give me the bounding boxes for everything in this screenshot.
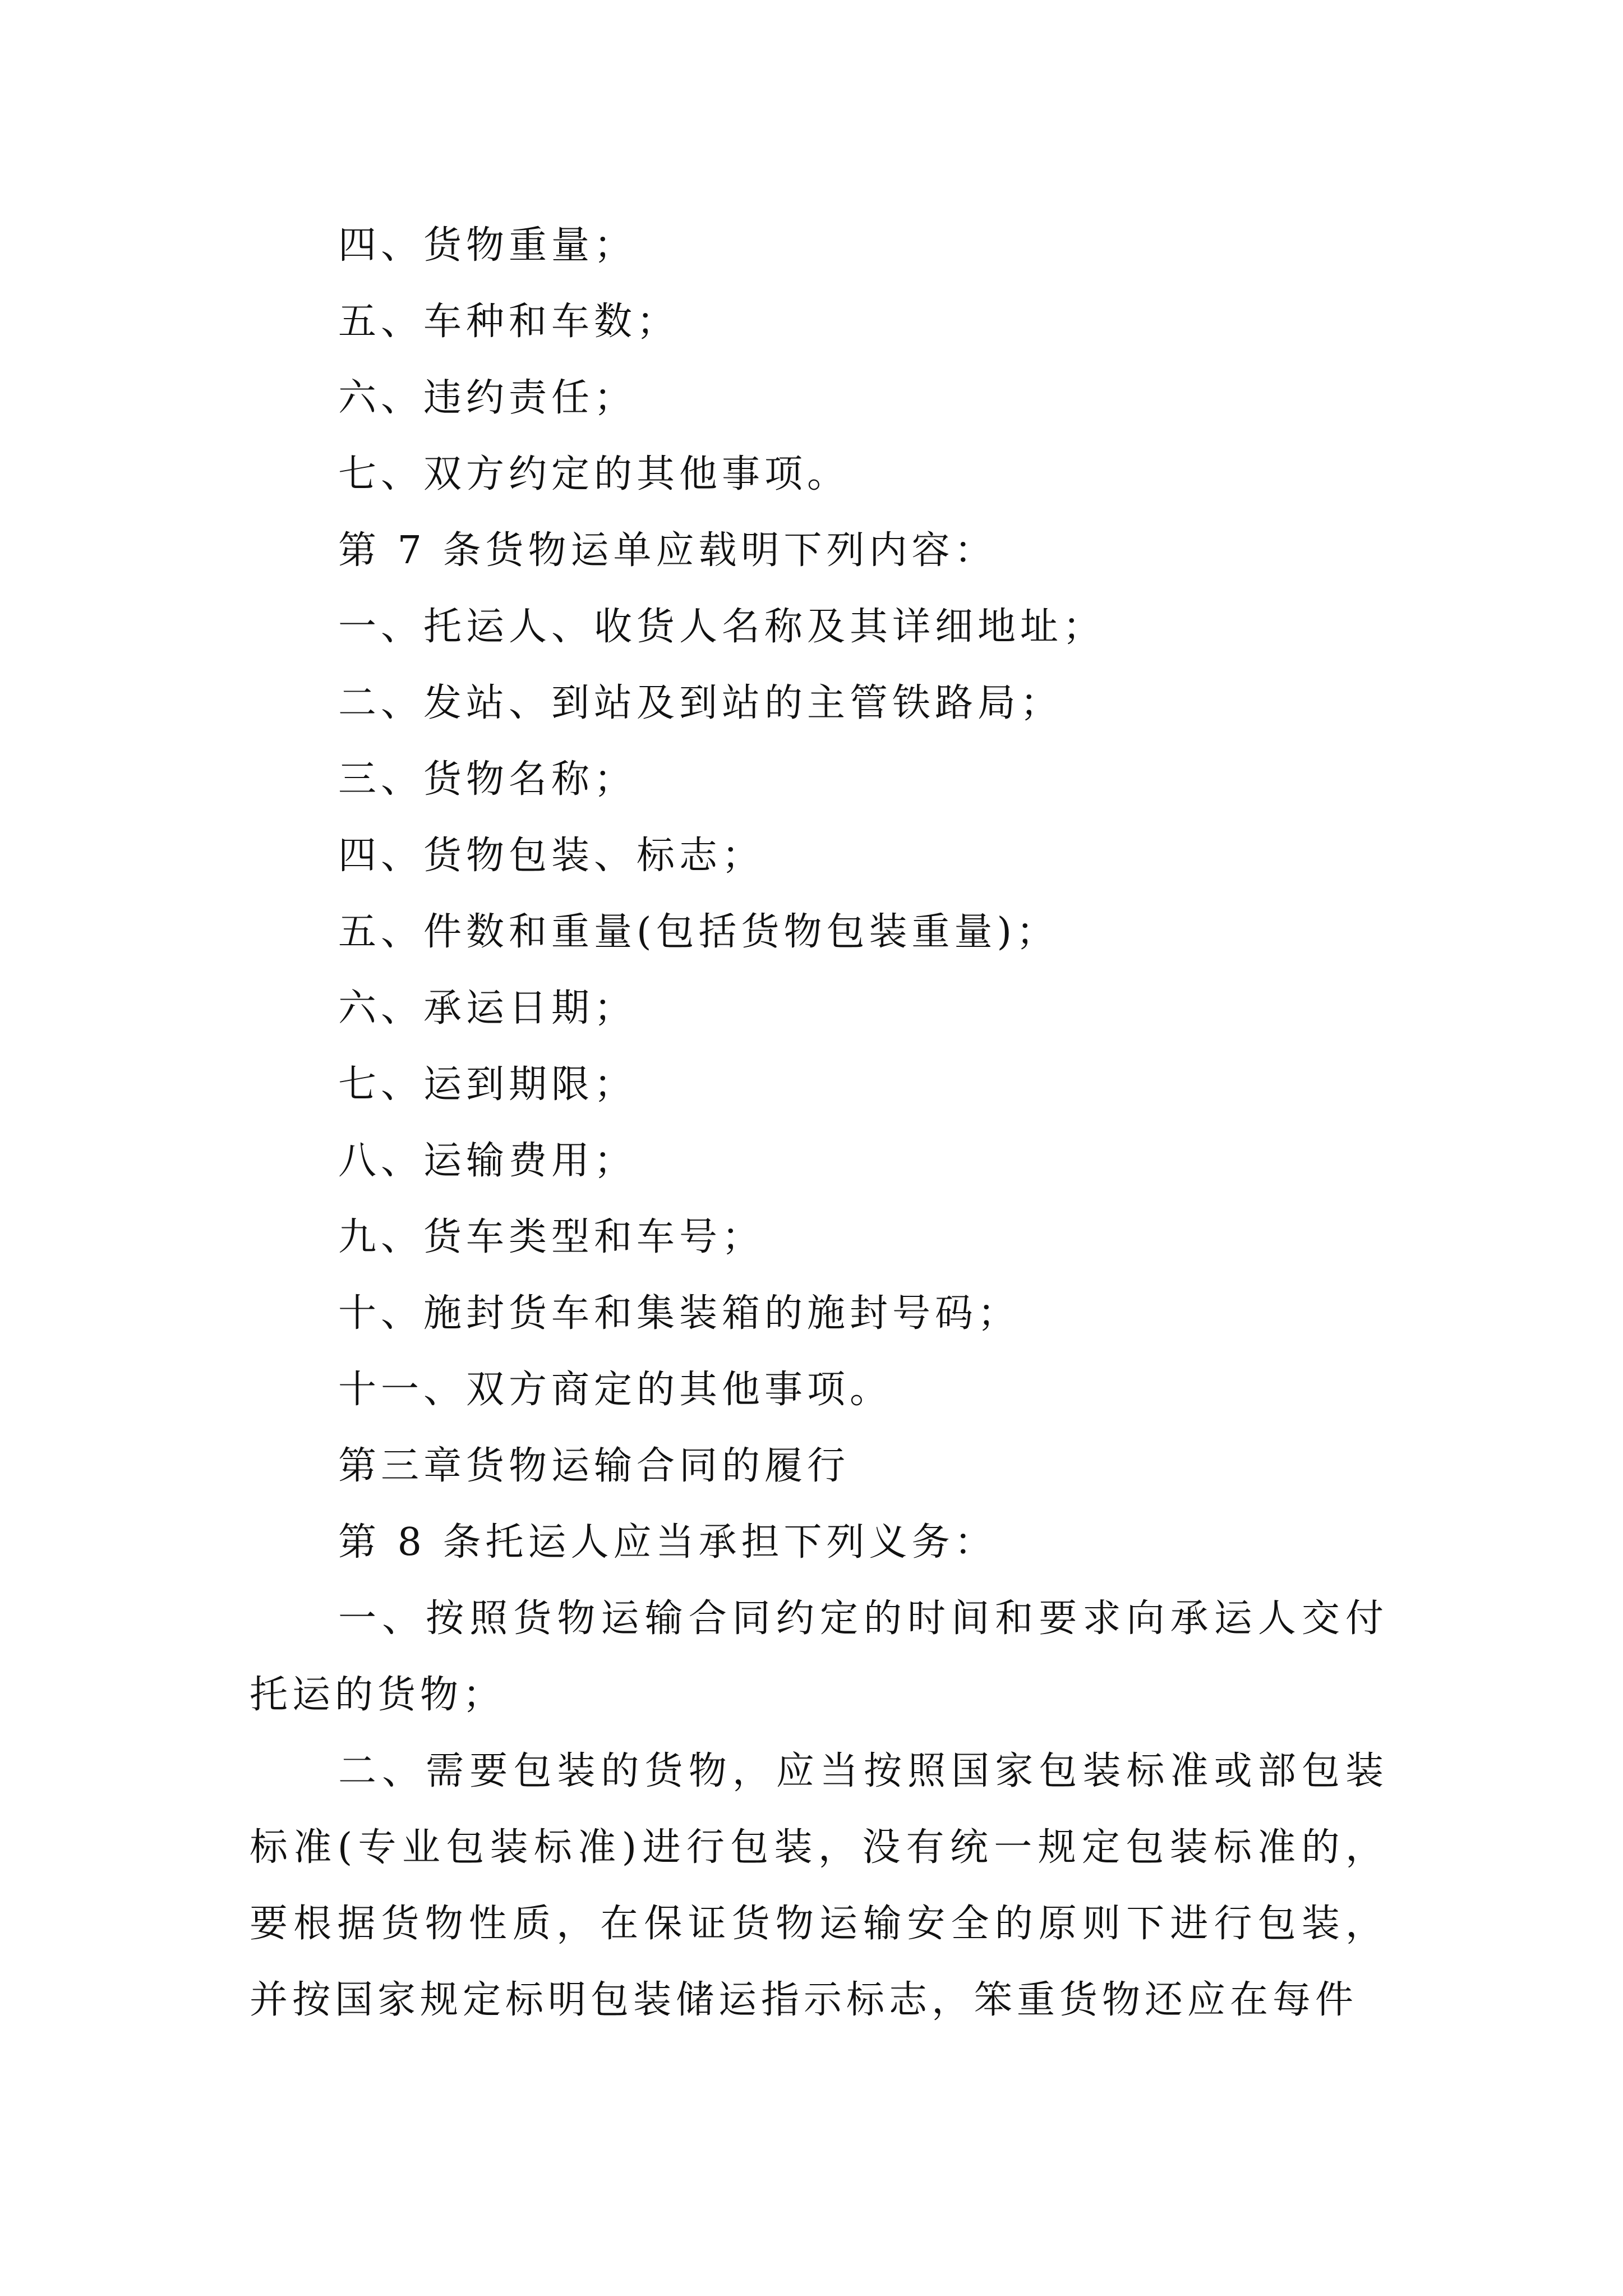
paragraph: 二、需要包装的货物，应当按照国家包装标准或部包装标准(专业包装标准)进行包装，没有统一规定包装标准的，要根据货物性质，在保证货物运输安全的原则下进行包装，并按国家规定标明包装储运指示标志，笨重货物还应在每件 [250,1749,1388,2022]
text-line: 六、违约责任； [338,376,637,420]
text-line: 五、车种和车数； [338,300,680,344]
text-line: 六、承运日期； [338,986,637,1030]
text-line: 十、施封货车和集装箱的施封号码； [338,1291,1021,1336]
paragraph: 一、按照货物运输合同约定的时间和要求向承运人交付托运的货物； [250,1596,1388,1717]
text-line: 一、托运人、收货人名称及其详细地址； [338,605,1106,649]
text-line: 三、货物名称； [338,757,637,802]
text-line: 九、货车类型和车号； [338,1215,765,1259]
chapter-heading: 第三章货物运输合同的履行 [338,1444,850,1488]
text-line: 八、运输费用； [338,1139,637,1183]
document-body [250,208,1388,2039]
text-line: 十一、双方商定的其他事项。 [338,1368,893,1412]
article-heading: 第 7 条货物运单应载明下列内容： [338,528,997,573]
text-line: 七、运到期限； [338,1062,637,1107]
text-line: 七、双方约定的其他事项。 [338,452,850,496]
text-line: 四、货物包装、标志； [338,834,765,878]
text-line: 四、货物重量； [338,223,637,268]
text-line: 五、件数和重量(包括货物包装重量)； [338,910,1059,954]
text-line: 二、发站、到站及到站的主管铁路局； [338,681,1063,725]
article-heading: 第 8 条托运人应当承担下列义务： [338,1520,997,1565]
